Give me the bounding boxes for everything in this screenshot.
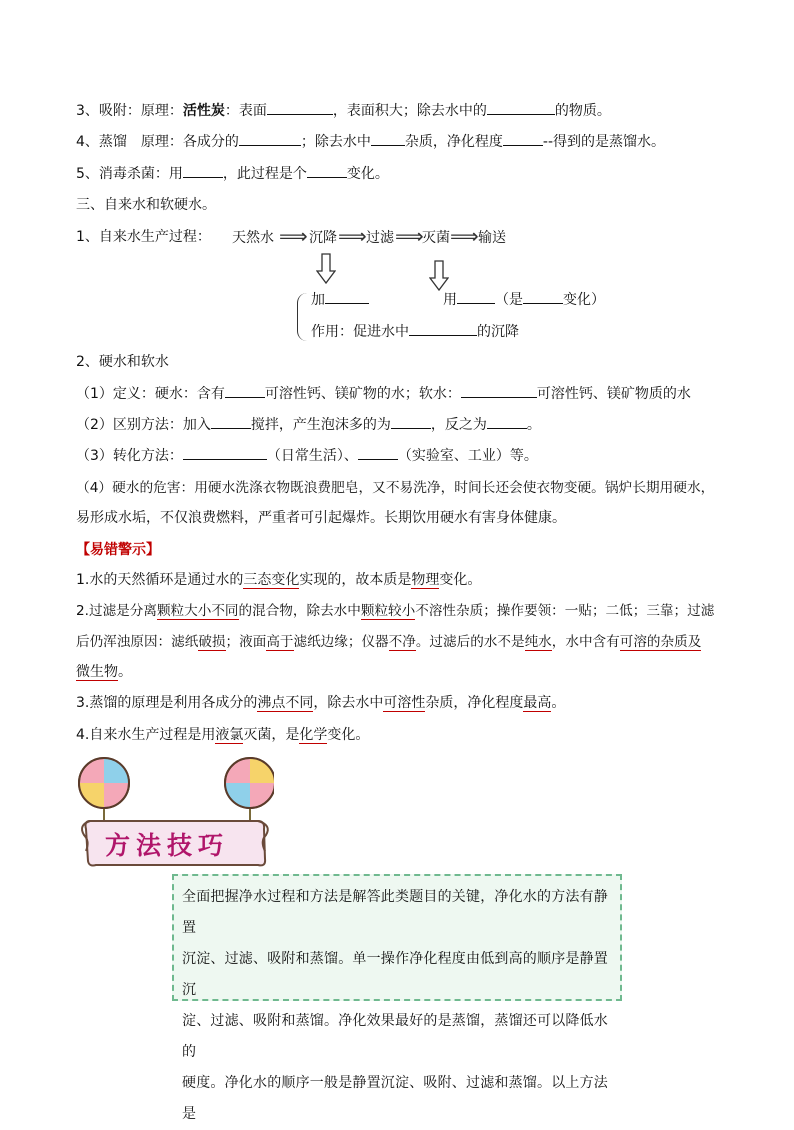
blank[interactable]	[457, 289, 495, 304]
warning-2a: 2.过滤是分离颗粒大小不同的混合物，除去水中颗粒较小不溶性杂质；操作要领：一贴；二低；三靠；过滤	[76, 603, 715, 619]
tips-line: 全面把握净水过程和方法是解答此类题目的关键，净化水的方法有静置	[182, 889, 608, 936]
left-balloon-icon	[79, 758, 129, 825]
warning-2b: 后仍浑浊原因：滤纸破损；液面高于滤纸边缘；仪器不净。过滤后的水不是纯水，水中含有可溶的杂质及	[76, 634, 702, 650]
section-heading: 三、自来水和软硬水。	[76, 197, 216, 213]
warning-3: 3.蒸馏的原理是利用各成分的沸点不同，除去水中可溶性杂质，净化程度最高。	[76, 695, 566, 711]
warning-title: 【易错警示】	[76, 542, 160, 558]
blank[interactable]	[225, 383, 265, 398]
tips-line: 淀、过滤、吸附和蒸馏。净化效果最好的是蒸馏，蒸馏还可以降低水的	[182, 1013, 608, 1060]
flow-step-filter: 过滤	[366, 230, 394, 246]
flow-add-row: 加	[311, 289, 369, 309]
blank[interactable]	[409, 321, 477, 336]
line-disinfection: 5、消毒杀菌：用 ，此过程是个 变化。	[76, 163, 389, 184]
flow-step-sterilize: 灭菌	[422, 230, 450, 246]
blank[interactable]	[523, 289, 563, 304]
blank[interactable]	[371, 131, 405, 146]
blank[interactable]	[325, 289, 369, 304]
arrow-right-icon: ⟹	[338, 224, 367, 248]
arrow-down-icon	[316, 253, 336, 285]
tips-line: 硬度。净化水的顺序一般是静置沉淀、吸附、过滤和蒸馏。以上方法是	[182, 1075, 608, 1122]
blank[interactable]	[183, 445, 267, 460]
blank[interactable]	[503, 131, 543, 146]
line-harm-1: （4）硬水的危害：用硬水洗涤衣物既浪费肥皂，又不易洗净，时间长还会使衣物变硬。锅炉长期用硬水，	[76, 480, 715, 496]
arrow-right-icon: ⟹	[450, 224, 479, 248]
flow-effect-row: 作用：促进水中 的沉降	[311, 321, 519, 341]
line-adsorption: 3、吸附：原理：活性炭：表面 ，表面积大；除去水中的 的物质。	[76, 100, 611, 121]
line-distinguish: （2）区别方法：加入 搅拌，产生泡沫多的为 ，反之为 。	[76, 414, 541, 435]
warning-1: 1.水的天然循环是通过水的三态变化实现的，故本质是物理变化。	[76, 572, 482, 588]
line-harm-2: 易形成水垢，不仅浪费燃料，严重者可引起爆炸。长期饮用硬水有害身体健康。	[76, 510, 566, 526]
flow-step-natural-water: 天然水	[232, 230, 274, 246]
blank[interactable]	[391, 414, 431, 429]
blank[interactable]	[267, 100, 333, 115]
arrow-right-icon: ⟹	[279, 224, 308, 248]
blank[interactable]	[461, 383, 537, 398]
blank[interactable]	[487, 100, 555, 115]
tips-line: 沉淀、过滤、吸附和蒸馏。单一操作净化程度由低到高的顺序是静置沉	[182, 951, 608, 998]
blank[interactable]	[487, 414, 527, 429]
subheading-hard-soft-water: 2、硬水和软水	[76, 354, 169, 370]
right-balloon-icon	[225, 758, 274, 825]
warning-4: 4.自来水生产过程是用液氯灭菌，是化学变化。	[76, 727, 370, 743]
line-definition: （1）定义：硬水：含有 可溶性钙、镁矿物的水；软水： 可溶性钙、镁矿物质的水	[76, 383, 691, 404]
line-distillation: 4、蒸馏 原理：各成分的 ；除去水中 杂质，净化程度 --得到的是蒸馏水。	[76, 131, 665, 152]
flow-step-deliver: 输送	[478, 230, 506, 246]
warning-2c: 微生物。	[76, 664, 132, 680]
blank[interactable]	[183, 163, 223, 178]
line-conversion: （3）转化方法： （日常生活）、 （实验室、工业）等。	[76, 445, 538, 466]
tips-box	[172, 874, 622, 1122]
blank[interactable]	[307, 163, 347, 178]
flow-label: 1、自来水生产过程：	[76, 229, 211, 245]
blank[interactable]	[239, 131, 301, 146]
brace	[297, 293, 308, 341]
arrow-down-icon	[429, 260, 449, 292]
arrow-right-icon: ⟹	[395, 224, 424, 248]
banner-title: 方法技巧	[104, 831, 229, 860]
flow-step-settle: 沉降	[309, 230, 337, 246]
blank[interactable]	[211, 414, 251, 429]
flow-use-row: 用 （是 变化）	[443, 289, 605, 309]
blank[interactable]	[358, 445, 398, 460]
